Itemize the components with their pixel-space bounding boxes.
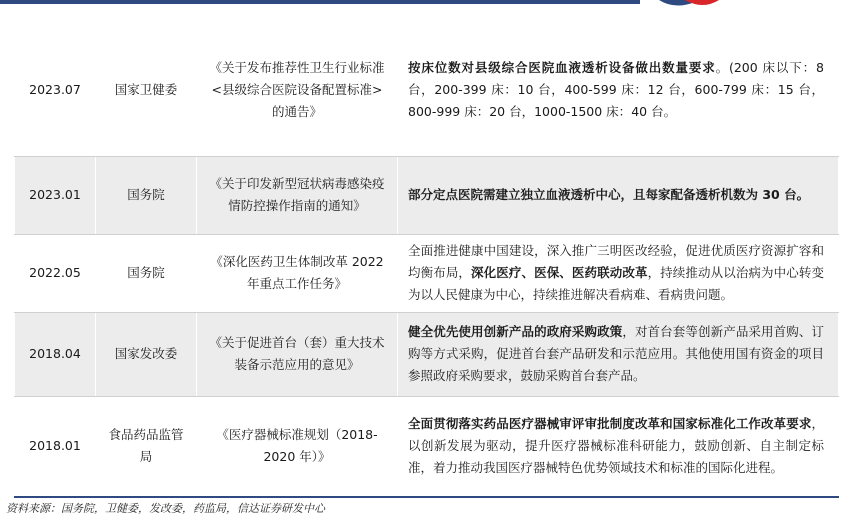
row-date: 2022.05	[15, 234, 96, 312]
desc-rest: ，持续推动从以治病为中心转变为以人民健康为中心，持续推进解决看病难、看病贵问题。	[408, 265, 824, 302]
row-department: 食品药品监管局	[96, 396, 197, 496]
row-department: 国务院	[96, 156, 197, 234]
row-description	[398, 24, 839, 156]
brand-logo-icon	[655, 0, 735, 8]
table-row	[15, 312, 839, 396]
desc-bold: 部分定点医院需建立独立血液透析中心，且每家配备透析机数为 30 台。	[408, 187, 810, 202]
row-document: 《关于促进首台（套）重大技术装备示范应用的意见》	[197, 312, 398, 396]
row-description	[398, 156, 839, 234]
desc-bold: 深化医疗、医保、医药联动改革	[471, 265, 648, 280]
policy-table	[14, 24, 839, 497]
row-department: 国家卫健委	[96, 24, 197, 156]
source-note: 资料来源：国务院，卫健委，发改委，药监局，信达证券研发中心	[6, 502, 325, 515]
row-description	[398, 396, 839, 496]
row-date: 2018.04	[15, 312, 96, 396]
row-document: 《关于印发新型冠状病毒感染疫情防控操作指南的通知》	[197, 156, 398, 234]
row-date: 2018.01	[15, 396, 96, 496]
row-document: 《关于发布推荐性卫生行业标准<县级综合医院设备配置标准>的通告》	[197, 24, 398, 156]
row-date: 2023.01	[15, 156, 96, 234]
desc-rest: 。(200 床以下：8 台，200-399 床：10 台，400-599 床：12 台，600-799 床：15 台，800-999 床：20 台，1000-1500 床：40 台。	[408, 59, 824, 119]
table-bottom-rule	[14, 496, 839, 498]
table-row	[15, 234, 839, 312]
row-description	[398, 312, 839, 396]
header-accent-bar	[0, 0, 640, 4]
desc-rest: ，对首台套等创新产品采用首购、订购等方式采购，促进首台套产品研发和示范应用。其他使用国有资金的项目参照政府采购要求，鼓励采购首台套产品。	[408, 324, 824, 383]
desc-rest: ，以创新发展为驱动，提升医疗器械标准科研能力，鼓励创新、自主制定标准，着力推动我国医疗器械特色优势领域技术和标准的国际化进程。	[408, 416, 824, 475]
row-department: 国务院	[96, 234, 197, 312]
table-row	[15, 396, 839, 496]
row-department: 国家发改委	[96, 312, 197, 396]
desc-pre: 全面推进健康中国建设，深入推广三明医改经验，促进优质医疗资源扩容和均衡布局，	[408, 243, 824, 280]
desc-bold: 按床位数对县级综合医院血液透析设备做出数量要求	[408, 59, 716, 75]
row-document: 《深化医药卫生体制改革 2022 年重点工作任务》	[197, 234, 398, 312]
table-row	[15, 24, 839, 156]
row-date: 2023.07	[15, 24, 96, 156]
desc-bold: 健全优先使用创新产品的政府采购政策	[408, 324, 623, 339]
row-document: 《医疗器械标准规划（2018-2020 年）》	[197, 396, 398, 496]
desc-bold: 全面贯彻落实药品医疗器械审评审批制度改革和国家标准化工作改革要求	[408, 416, 812, 431]
table-row	[15, 156, 839, 234]
row-description	[398, 234, 839, 312]
